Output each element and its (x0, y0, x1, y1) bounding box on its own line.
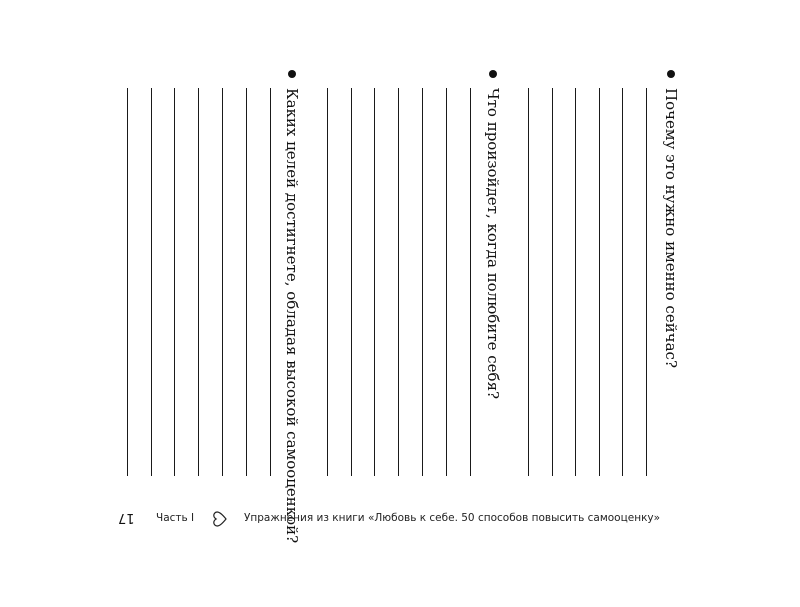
answer-line (151, 88, 152, 476)
answer-line (422, 88, 423, 476)
answer-line (622, 88, 623, 476)
question-1-bullet (667, 70, 675, 78)
answer-line (270, 88, 271, 476)
heart-outline-icon (212, 511, 228, 527)
answer-line (198, 88, 199, 476)
answer-line (374, 88, 375, 476)
answer-line (327, 88, 328, 476)
part-label: Часть I (156, 512, 195, 524)
book-title: Упражнения из книги «Любовь к себе. 50 способов повысить самооценку» (244, 512, 661, 524)
answer-line (599, 88, 600, 476)
question-2-bullet (489, 70, 497, 78)
question-3-bullet (288, 70, 296, 78)
answer-line (246, 88, 247, 476)
answer-line (528, 88, 529, 476)
answer-line (174, 88, 175, 476)
answer-line (552, 88, 553, 476)
question-3-text: Каких целей достигнете, обладая высокой самооценкой? (283, 88, 301, 544)
answer-line (470, 88, 471, 476)
answer-line (575, 88, 576, 476)
answer-line (351, 88, 352, 476)
answer-line (646, 88, 647, 476)
answer-line (127, 88, 128, 476)
question-2-text: Что произойдет, когда полюбите себя? (484, 88, 502, 400)
answer-line (446, 88, 447, 476)
question-1-text: Почему это нужно именно сейчас? (662, 88, 680, 368)
answer-line (222, 88, 223, 476)
answer-line (398, 88, 399, 476)
page-number: 17 (118, 510, 135, 525)
